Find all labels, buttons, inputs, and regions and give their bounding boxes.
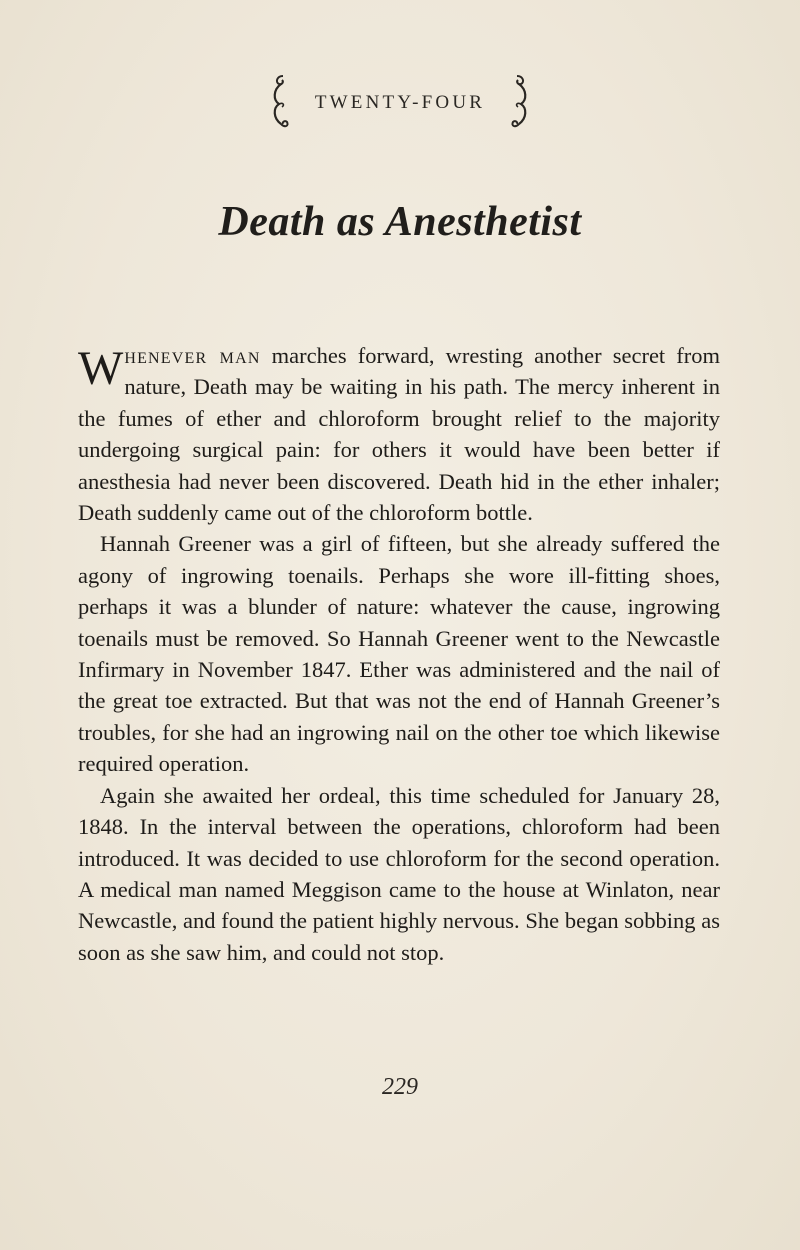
page-number: 229	[382, 1074, 418, 1100]
paragraph-2: Hannah Greener was a girl of fifteen, but she already suffered the agony of ingrowing toenails. Perhaps she wore ill-fitting shoes, perhaps it was a blunder of nature: whatever the cause, ingrowing toenails must be removed. So Hannah Greener went to the Newcastle Infirmary in November 1847. Ether was administered and the nail of the great toe extracted. But that was not the end of Hannah Greener’s troubles, for she had an ingrowing nail on the other toe which likewise required operation.	[78, 531, 720, 777]
right-flourish-ornament-icon	[505, 72, 533, 132]
chapter-header	[0, 72, 800, 132]
lead-small-caps: henever man	[124, 343, 261, 368]
chapter-title: Death as Anesthetist	[218, 199, 582, 245]
chapter-number: TWENTY-FOUR	[314, 92, 486, 113]
paragraph-1-text: marches forward, wresting another secret from nature, Death may be waiting in his path. The mercy inherent in the fumes of ether and chloroform brought relief to the majority undergoing surgical pain: for others it would have been better if anesthesia had never been discovered. Death hid in the ether inhaler; Death suddenly came out of the chloroform bottle.	[78, 343, 720, 526]
body-text	[78, 340, 720, 968]
paragraph-1	[78, 340, 720, 528]
left-flourish-ornament-icon	[267, 72, 295, 132]
drop-cap: W	[78, 342, 124, 395]
paragraph-3: Again she awaited her ordeal, this time scheduled for January 28, 1848. In the interval between the operations, chloroform had been introduced. It was decided to use chloroform for the second operation. A medical man named Meggison came to the house at Winlaton, near Newcastle, and found the patient highly nervous. She began sobbing as soon as she saw him, and could not stop.	[78, 782, 720, 965]
